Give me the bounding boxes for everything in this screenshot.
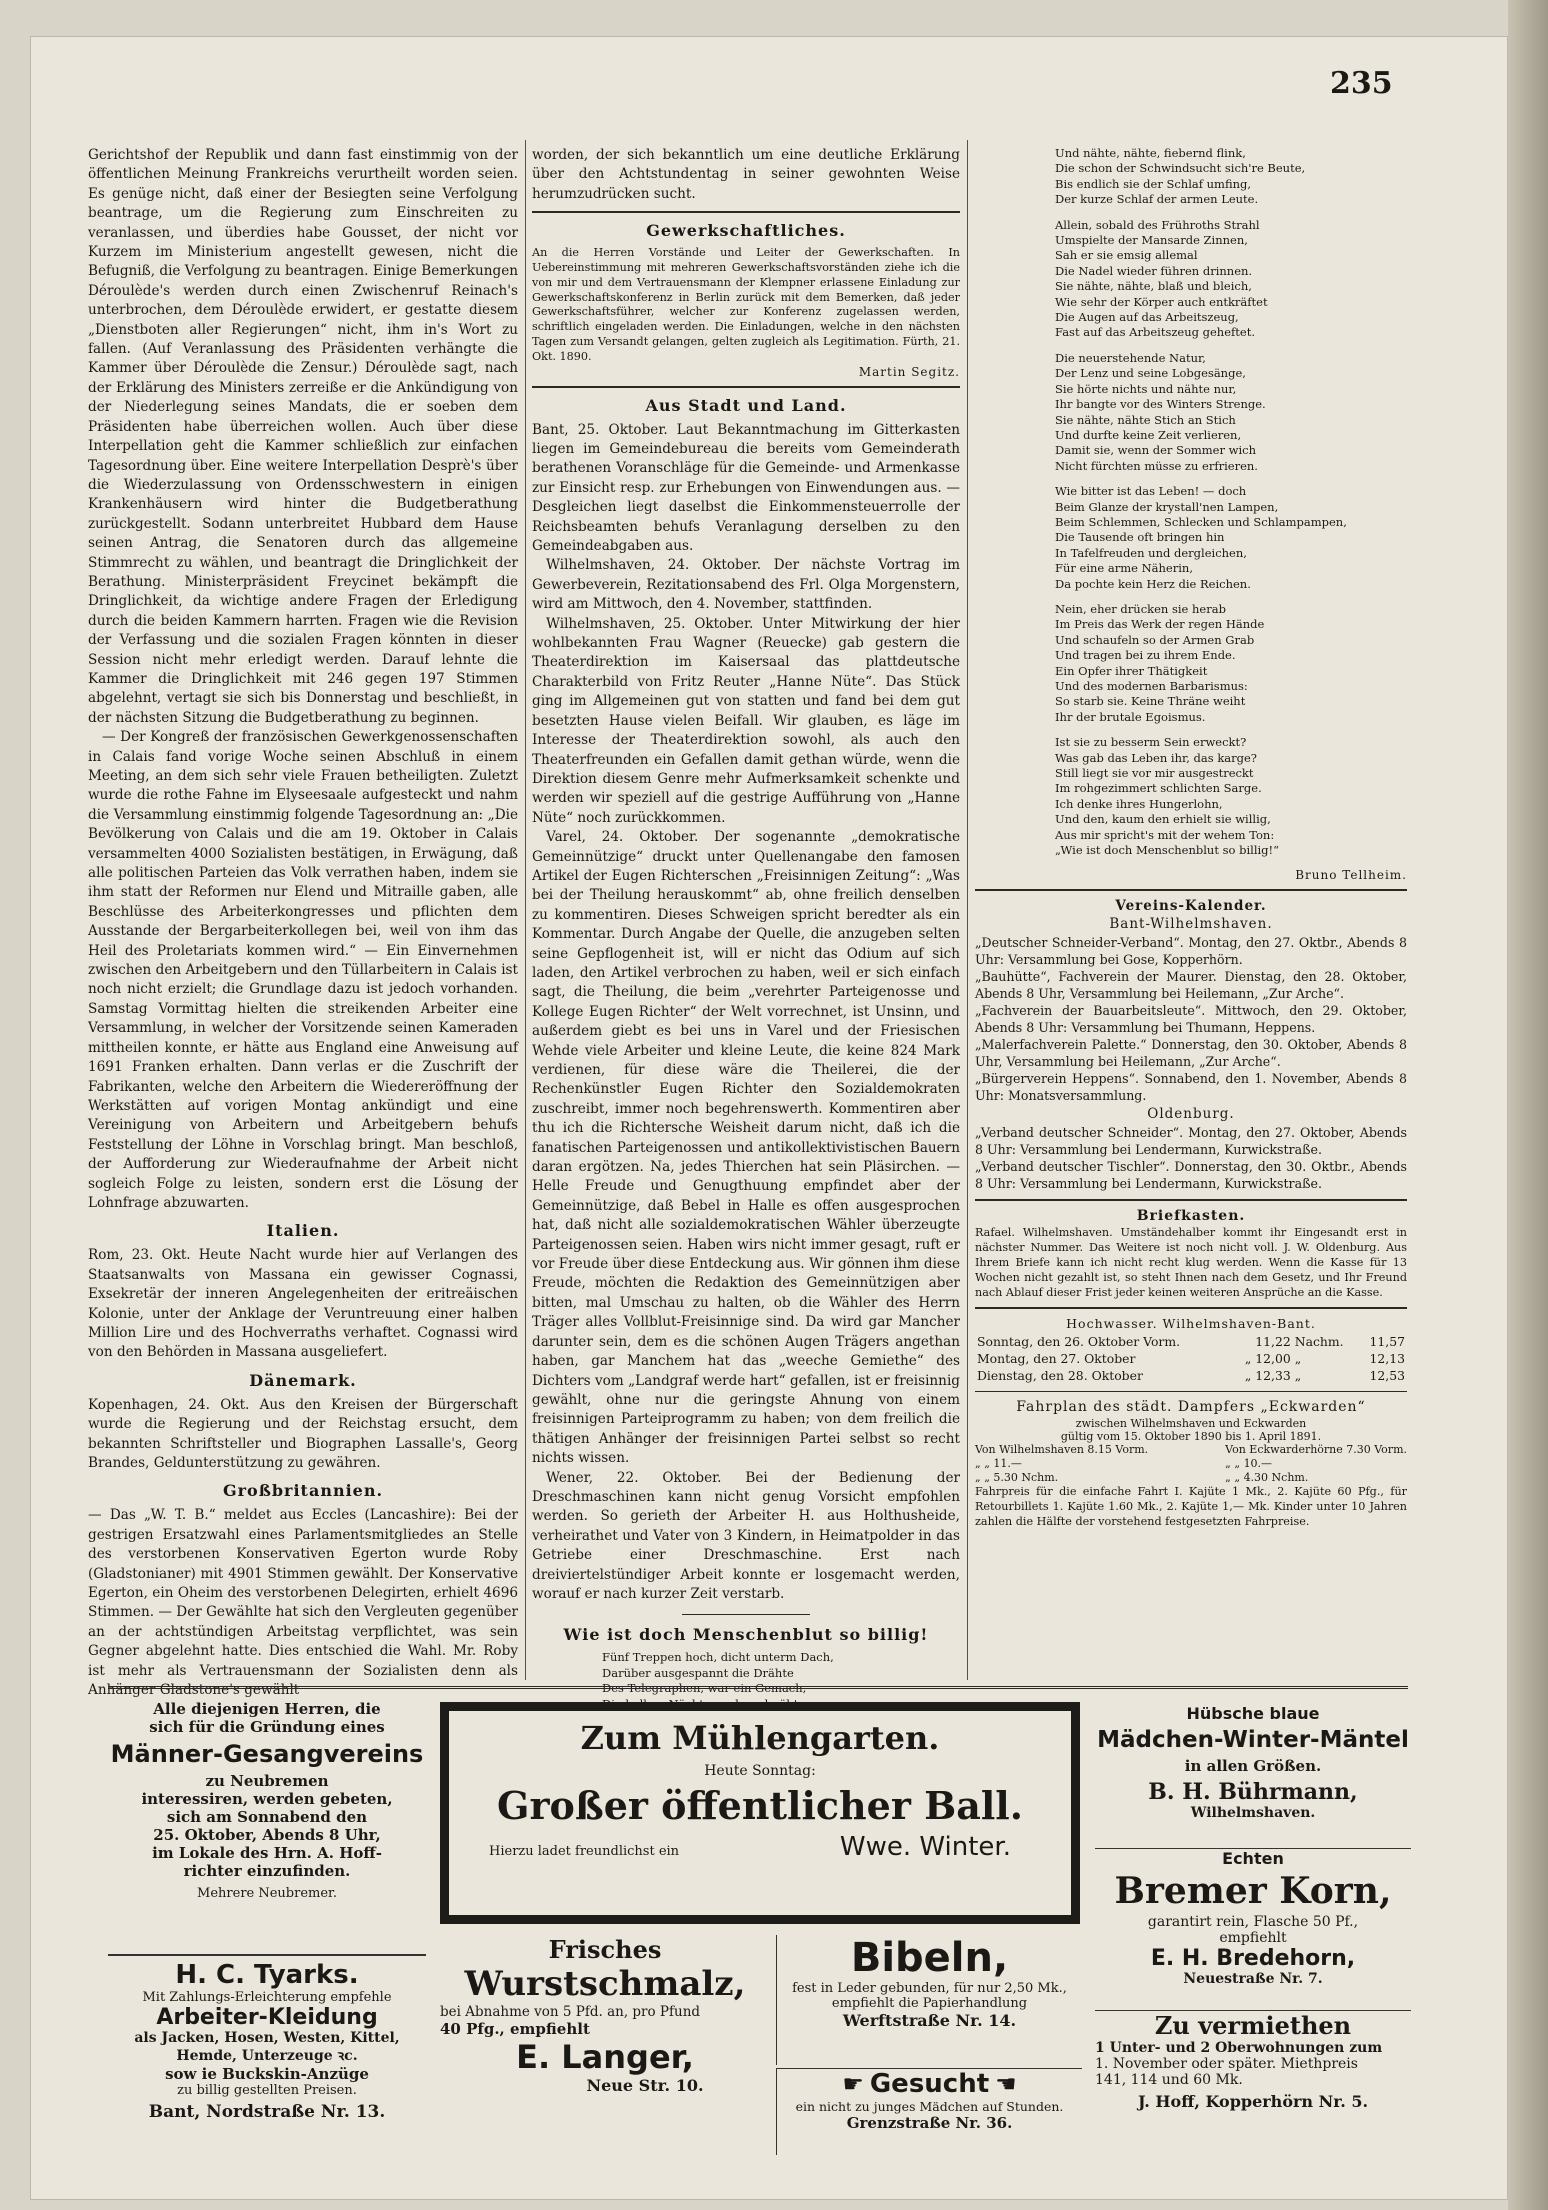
list-item: „Fachverein der Bauarbeitsleute“. Mittwoch, den 29. Oktober, Abends 8 Uhr: Versammlung bei Thumann, Heppens. [975,1003,1407,1036]
ad-line: im Lokale des Hrn. A. Hoff- [152,1844,382,1862]
divider [975,1391,1407,1392]
list-item: „Bürgerverein Heppens“. Sonnabend, den 1. November, Abends 8 Uhr: Monatsversammlung. [975,1071,1407,1104]
poem-line: So starb sie. Keine Thräne weiht [1055,694,1246,709]
page-number: 235 [1330,66,1393,101]
poem-line: Was gab das Leben ihr, das karge? [1055,750,1257,765]
poem-line: In Tafelfreuden und dergleichen, [1055,545,1247,560]
poem-line: Und schaufeln so der Armen Grab [1055,632,1255,647]
poem-line: Für eine arme Näherin, [1055,561,1193,576]
article-paragraph: An die Herren Vorstände und Leiter der Gewerkschaften. In Uebereinstimmung mit mehreren Gewerkschaftsvorständen ziehe ich die von mir und dem Vertrauensmann der Klempner erlassene Einladung zur Gewerkschaftskonferenz in Berlin zurück mit dem Bemerken, daß jeder Gewerkschaftsführer, welcher zur Konferenz zugelassen werden, schriftlich eingeladen werden. Die Einladungen, welche in den nächsten Tagen zum Versandt gelangen, gelten zugleich als Legitimation. Fürth, 21. Okt. 1890. [532,246,960,363]
article-paragraph: worden, der sich bekanntlich um eine deutliche Erklärung über den Achtstundentag in seiner gewohnten Weise herumzudrücken sucht. [532,147,960,202]
poem-stanza [1055,218,1407,341]
calendar-subheading: Bant-Wilhelmshaven. [1109,916,1273,933]
ad-tyarks [108,1954,426,2160]
signature: Martin Segitz. [858,364,960,379]
ad-for-rent [1095,2010,1411,2155]
poem-line: Umspielte der Mansarde Zinnen, [1055,233,1248,248]
ad-name: H. C. Tyarks. [175,1960,359,1990]
ad-line: 1 Unter- und 2 Oberwohnungen zum [1095,2040,1383,2056]
ad-name: B. H. Bührmann, [1148,1779,1358,1805]
ferry-time: Von Eckwarderhörne 7.30 Vorm. [1225,1443,1407,1457]
table-cell: „ [1244,1368,1252,1384]
article-paragraph: — Das „W. T. B.“ meldet aus Eccles (Lancashire): Bei der gestrigen Ersatzwahl eines Parlamentsmitgliedes an Stelle des verstorbenen Konservativen Egerton wurde Roby (Gladstonianer) mit 4901 Stimmen gewählt. Der Konservative Egerton, ein Oheim des verstorbenen Delegirten, erhielt 4696 Stimmen. — Der Gewählte hat sich den Vergleuten gegenüber an der achtstündigen Arbeitstag verpflichtet, was sein Gegner abgelehnt hatte. Dies entschied die Wahl. Mr. Roby ist mehr als Vertrauensmann der Sozialisten denn als Anhänger Gladstone's gewählt [88,1507,518,1699]
poem-line: Da pochte kein Herz die Reichen. [1055,576,1251,591]
table-cell: Sonntag, den 26. Oktober Vorm. [977,1334,1181,1350]
poem-line: Ist sie zu besserm Sein erweckt? [1055,735,1247,750]
poem-line: Die Tausende oft bringen hin [1055,530,1225,545]
ad-line: 25. Oktober, Abends 8 Uhr, [153,1826,381,1844]
section-heading-great-britain: Großbritannien. [222,1481,384,1501]
ad-title: Männer-Gesangvereins [110,1740,424,1768]
section-heading-letterbox: Briefkasten. [1136,1208,1246,1225]
poem-line: Sie nähte, nähte, blaß und bleich, [1055,279,1252,294]
ad-title: Zu vermiethen [1154,2011,1352,2040]
poem-stanza [1055,146,1407,208]
poem-line: Damit sie, wenn der Sommer wich [1055,443,1257,458]
ferry-fare-text: Fahrpreis für die einfache Fahrt I. Kajüte 1 Mk., 2. Kajüte 60 Pfg., für Retourbillets 1. Kajüte 1.60 Mk., 2. Kajüte 1,— Mk. Kinder unter 10 Jahren zahlen die Hälfte der vorstehend festgesetzten Fahrpreise. [975,1485,1407,1529]
poem-line: „Wie ist doch Menschenblut so billig!“ [1055,843,1280,858]
article-paragraph: Varel, 24. Oktober. Der sogenannte „demokratische Gemeinnützige“ druckt unter Quellenangabe den famosen Artikel der Eugen Richterschen „Freisinnigen Zeitung“: „Was bei der Theilung herauskommt“ ab, ohne freilich denselben zu kommentiren. Dieses Schweigen spricht beredter als ein Kommentar. Durch Angabe der Quelle, die anzugeben selten seine Gepflogenheit ist, will er nicht das Odium auf sich laden, den Artikel verbrochen zu haben, weil er sich einfach sagt, die Theilung, die beim „verehrter Parteigenosse und Kollege Eugen Richter“ der Welt vorrechnet, ist Unsinn, und außerdem giebt es bei uns in Varel und der Friesischen Wehde viele Arbeiter und kleine Leute, die keine 824 Mark verdienen, für diese wäre die Theilerei, die der Rechenkünstler Eugen Richter den Sozialdemokraten zuschreibt, immer noch begehrenswerth. Kommentiren aber thu ich die Richtersche Weisheit darum nicht, daß ich die fanatischen Parteigenossen und antikollektivistischen Bauern daran ergötzen. Na, jedes Thierchen hat sein Pläsirchen. — Helle Freude und Genugthuung empfindet aber der Gemeinnützige, daß Bebel in Halle es offen ausgesprochen hat, daß nicht alle sozialdemokratischen Wähler überzeugte Parteigenossen seien. Haben wirs nicht immer gesagt, ruft er vor Freude über diese Entdeckung aus. Wir gönnen ihm diese Freude, möchten die Redaktion des Gemeinnützigen aber bitten, mal Umschau zu halten, ob die Wähler des Herrn Träger alles Vollblut-Freisinnige sind. Da wird gar Mancher darunter sein, dem es die schönen Augen Trägers angethan haben, gar Manchem hat das „weeche Gemiethe“ des Dichters vom „Landgraf werde hart“ gefallen, ist er freisinnig gewählt, ohne nur die geringste Ahnung von einem freisinnigen Parteiprogramm zu haben; von dem freilich die thätigen Anhänger der freisinnigen Partei selbst so recht nichts wissen. [532,829,960,1467]
section-heading-club-calendar: Vereins-Kalender. [1115,898,1267,915]
list-item: „Verband deutscher Tischler“. Donnerstag, den 30. Oktbr., Abends 8 Uhr: Versammlung bei Lendermann, Kurwickstraße. [975,1159,1407,1192]
poem-line: Ein Opfer ihrer Thätigkeit [1055,663,1208,678]
calendar-subheading: Oldenburg. [1147,1106,1235,1123]
ad-line: Hemde, Unterzeuge ꝛc. [176,2048,358,2064]
poem-line: Darüber ausgespannt die Drähte [602,1665,794,1680]
divider [532,386,960,388]
tide-title: Hochwasser. Wilhelmshaven-Bant. [1066,1316,1316,1332]
poem-line: Die Nadel wieder führen drinnen. [1055,263,1253,278]
ad-line: Hierzu ladet freundlichst ein [489,1844,680,1859]
poem-line: Nein, eher drücken sie herab [1055,601,1226,616]
table-cell: „ [1294,1368,1302,1384]
list-item: „Deutscher Schneider-Verband“. Montag, den 27. Oktbr., Abends 8 Uhr: Versammlung bei Gose, Kopperhörn. [975,935,1407,968]
poem-line: Die schon der Schwindsucht sich're Beute, [1055,161,1306,176]
poem-line: Sie hörte nichts und nähte nur, [1055,381,1237,396]
poem-line: Fünf Treppen hoch, dicht unterm Dach, [602,1650,834,1665]
poem-line: Beim Glanze der krystall'nen Lampen, [1055,499,1279,514]
ad-line: empfiehlt [1219,1930,1287,1946]
column-1 [88,146,518,1699]
article-paragraph: Wener, 22. Oktober. Bei der Bedienung der Dreschmaschinen kann nicht genug Vorsicht empfohlen werden. So gerieth der Arbeiter H. aus Holthusheide, verheirathet und Vater von 3 Kindern, in Heimatpolder in das Getriebe einer Dreschmaschine. Erst nach dreiviertelstündiger Arbeit konnte er losgemacht werden, worauf er nach kurzer Zeit verstarb. [532,1469,960,1602]
poem-line: Der kurze Schlaf der armen Leute. [1055,192,1259,207]
ad-title: Zum Mühlengarten. [580,1719,940,1757]
pointing-hand-icon: ☛ [842,2070,864,2098]
ad-title: Wurstschmalz, [464,1964,746,2004]
calendar-list [975,934,1407,1104]
ad-title: Arbeiter-Kleidung [156,2005,378,2030]
ad-line: Wilhelmshaven. [1190,1805,1316,1821]
poem-line: Aus mir spricht's mit der wehem Ton: [1055,827,1275,842]
table-cell: Nachm. [1294,1334,1344,1350]
poem-line: Im rohgezimmert schlichten Sarge. [1055,781,1262,796]
poem-line: Ich denke ihres Hungerlohn, [1055,796,1223,811]
poem-line: Und nähte, nähte, fiebernd flink, [1055,146,1246,160]
ad-signature: Mehrere Neubremer. [197,1886,337,1901]
poem-line: Die Augen auf das Arbeitszeug, [1055,310,1239,325]
poem-line: Sie nähte, nähte Stich an Stich [1055,412,1236,427]
ad-line: garantirt rein, Flasche 50 Pf., [1147,1914,1359,1930]
poem-line: Ihr bangte vor des Winters Strenge. [1055,397,1266,412]
ad-line: zu Neubremen [205,1772,329,1790]
poem-line: Bis endlich sie der Schlaf umfing, [1055,176,1252,191]
table-cell: Dienstag, den 28. Oktober [977,1368,1143,1384]
section-heading-city: Aus Stadt und Land. [645,395,847,415]
ad-line: Alle diejenigen Herren, die [153,1700,381,1718]
table-cell: 11,22 [1255,1334,1291,1350]
ad-title: Gesucht [869,2069,990,2099]
ad-line: Hübsche blaue [1186,1704,1320,1723]
ad-line: Neuestraße Nr. 7. [1183,1971,1323,1987]
book-edge [1508,0,1548,2210]
ferry-subtitle: zwischen Wilhelmshaven und Eckwarden [1075,1417,1307,1431]
ad-address: Bant, Nordstraße Nr. 13. [148,2102,386,2122]
ferry-title: Fahrplan des städt. Dampfers „Eckwarden“ [1016,1399,1366,1416]
poem-line: Und durfte keine Zeit verlieren, [1055,427,1242,442]
ad-name: E. H. Bredehorn, [1150,1946,1356,1971]
ad-name: J. Hoff, Kopperhörn Nr. 5. [1137,2092,1369,2111]
article-paragraph: Wilhelmshaven, 25. Oktober. Unter Mitwirkung der hier wohlbekannten Frau Wagner (Reuecke) gab gestern die Theaterdirektion im Kaisersaal das plattdeutsche Charakterbild von Fritz Reuter „Hanne Nüte“. Das Stück ging im Allgemeinen gut von statten und fand bei dem gut besetzten Hause vielen Beifall. Wir glauben, es läge im Interesse der Theaterdirektion sowohl, als auch den Theaterfreunden ein Gefallen damit gethan würde, wenn die Direktion diesem Genre mehr Aufmerksamkeit schenkte und werden wir speziell auf die gestrige Aufführung von „Hanne Nüte“ noch zurückkommen. [532,615,960,826]
column-rule [525,140,526,1680]
pointing-hand-icon: ☚ [995,2070,1017,2098]
ferry-time: „ „ 10.— [1225,1457,1273,1471]
ad-line: Heute Sonntag: [704,1763,816,1779]
ad-address: Grenzstraße Nr. 36. [846,2114,1013,2132]
poem-line: Wie sehr der Körper auch entkräftet [1055,294,1268,309]
poem-author: Bruno Tellheim. [1295,868,1407,883]
ad-name: E. Langer, [516,2038,694,2076]
poem-stanza [1055,351,1407,474]
tide-table [975,1333,1407,1384]
ad-line: sich für die Gründung eines [149,1718,385,1736]
poem-line: Still liegt sie vor mir ausgestreckt [1055,766,1254,781]
poem-line: Sah er sie emsig allemal [1055,248,1198,263]
poem-line: Und tragen bei zu ihrem Ende. [1055,648,1236,663]
table-cell: Montag, den 27. Oktober [977,1351,1136,1367]
ad-line: 1. November oder später. Miethpreis [1095,2056,1358,2072]
ad-line: Frisches [548,1935,662,1964]
ferry-time: „ „ 4.30 Nchm. [1225,1471,1309,1485]
poem-line: Die halben Nächte noch und nähte, [602,1696,809,1711]
table-cell: „ [1244,1351,1252,1367]
table-row [975,1333,1407,1350]
article-paragraph: Rom, 23. Okt. Heute Nacht wurde hier auf Verlangen des Staatsanwalts von Massana ein gewisser Cognassi, Exsekretär der inneren Angelegenheiten der eritreäischen Kolonie, unter der Anklage der Veruntreuung einer halben Million Lire und des Hochverraths verhaftet. Cognassi wird von den Behörden in Massana ausgeliefert. [88,1247,518,1361]
ad-title: Bibeln, [850,1935,1009,1981]
ferry-time: Von Wilhelmshaven 8.15 Vorm. [975,1443,1149,1457]
ad-address: Werftstraße Nr. 14. [842,2011,1017,2030]
list-item: „Bauhütte“, Fachverein der Maurer. Dienstag, den 28. Oktober, Abends 8 Uhr, Versammlung bei Heilemann, „Zur Arche“. [975,969,1407,1002]
table-cell: „ [1294,1351,1302,1367]
article-paragraph: Wilhelmshaven, 24. Oktober. Der nächste Vortrag im Gewerbeverein, Rezitationsabend des Frl. Olga Morgenstern, wird am Mittwoch, den 4. November, stattfinden. [532,557,960,613]
poem-stanza [1055,735,1407,858]
ad-line: sow ie Buckskin-Anzüge [165,2065,369,2083]
ad-address: Neue Str. 10. [586,2076,704,2095]
table-cell: 12,00 [1255,1351,1291,1367]
divider [532,211,960,213]
column-2 [532,146,960,1711]
ad-coats [1095,1704,1411,1844]
ad-line: 40 Pfg., empfiehlt [440,2020,590,2038]
poem-line: Nicht fürchten müsse zu erfrieren. [1055,458,1258,473]
ad-korn [1095,1848,1411,2005]
ad-line: als Jacken, Hosen, Westen, Kittel, [134,2030,400,2046]
ferry-schedule [975,1443,1407,1485]
article-paragraph: Bant, 25. Oktober. Laut Bekanntmachung im Gitterkasten liegen im Gemeindebureau die bereits vom Gemeinderath berathenen Voranschläge für die Gemeinde- und Armenkasse zur Einsicht resp. zur Erhebungen von Einwendungen aus. — Desgleichen liegt daselbst die Einkommensteuerrolle der Reichsbeamten behufs Veranlagung derselben zu den Gemeindeabgaben aus. [532,421,960,555]
column-rule [967,140,968,1680]
table-cell: 11,57 [1369,1334,1405,1350]
poem-title: Wie ist doch Menschenblut so billig! [563,1625,929,1645]
ad-choir [108,1700,426,1950]
poem-line: Fast auf das Arbeitszeug geheftet. [1055,325,1255,340]
ferry-subtitle: gültig vom 15. Oktober 1890 bis 1. April 1891. [1060,1430,1322,1444]
article-paragraph: — Der Kongreß der französischen Gewerkgenossenschaften in Calais fand vorige Woche seinen Abschluß in einem Meeting, an dem sich sehr viele Frauen betheiligten. Zuletzt wurde die rothe Fahne im Elyseesaale aufgesteckt und nahm die Versammlung einstimmig folgende Tagesordnung an: „Die Bevölkerung von Calais und die am 19. Oktober in Calais versammelten 4000 Sozialisten bestätigen, in Erwägung, daß alle politischen Parteien das Volk verrathen haben, indem sie ihm statt der Reformen nur Elend und Mitraille gaben, alle Beschlüsse des Arbeiterkongresses und pflichten dem Ausstande der Bergarbeiterkollegen bei, weil von ihm das Heil des Proletariats kommen wird.“ — Ein Einvernehmen zwischen den Arbeitgebern und den Tüllarbeitern in Calais ist noch nicht erzielt; die Grundlage dazu ist jedoch vorhanden. Samstag Vormittag hielten die streikenden Arbeiter eine Versammlung, in welcher der Vorsitzende seinen Kameraden mittheilen konnte, er hätte aus England eine Anweisung auf 1691 Franken erhalten. Dann verlas er die Zuschrift der Fabrikanten, welche den Arbeitern die Wiedereröffnung der Werkstätten auf vorigen Montag ankündigt und eine Vereinigung von Arbeitern und Arbeitgebern behufs Feststellung der Löhne in Vorschlag bringt. Man beschloß, der Aufforderung zur Wiederaufnahme der Arbeit nicht sogleich Folge zu leisten, sondern erst die Lösung der Lohnfrage abzuwarten. [88,729,518,1211]
table-cell: 12,33 [1255,1368,1291,1384]
ad-line: bei Abnahme von 5 Pfd. an, pro Pfund [440,2004,701,2020]
ad-line: Echten [1222,1849,1284,1868]
ad-line: fest in Leder gebunden, für nur 2,50 Mk., [792,1981,1067,1996]
table-row [975,1367,1407,1384]
list-item: „Verband deutscher Schneider“. Montag, den 27. Oktober, Abends 8 Uhr: Versammlung bei Lendermann, Kurwickstraße. [975,1125,1407,1158]
ferry-time: „ „ 11.— [975,1457,1022,1471]
ads-divider [108,1686,1408,1693]
poem-stanza [1055,484,1407,592]
ad-bibles [776,1935,1082,2065]
poem-line: Allein, sobald des Frühroths Strahl [1055,217,1260,232]
article-paragraph: Gerichtshof der Republik und dann fast einstimmig von der öffentlichen Meinung Frankreichs verurtheilt worden seien. Es genüge nicht, daß einer der Besiegten seine Verfolgung beantrage, um die Regierung zum Einschreiten zu veranlassen, und überdies habe Gousset, der nicht vor Kurzem im Ministerium angestellt gewesen, nicht die Befugniß, die Verfolgung zu beantragen. Einige Bemerkungen Déroulède's werden durch einen Zwischenruf Reinach's unterbrochen, dem Déroulède erwidert, er gestatte diesem „Dienstboten aller Regierungen“ nicht, ihm in's Wort zu fallen. (Auf Veranlassung des Präsidenten verhängte die Kammer über Déroulède die Zensur.) Déroulède sagt, nach der Erklärung des Ministers zerreiße er die Ankündigung von der Niederlegung seines Mandats, die er soeben dem Präsidenten habe überreichen wollen. Auch über diese Interpellation geht die Kammer schließlich zur einfachen Tagesordnung über. Eine weitere Interpellation Desprè's über die Wiederzulassung von Ordensschwestern in einigen Krankenhäusern wird hinter die Budgetberathung zurückgestellt. Sodann unterbreitet Hubbard dem Hause seinen Antrag, die Senatoren durch das allgemeine Stimmrecht zu wählen, und beantragt die Dringlichkeit der Berathung. Ministerpräsident Freycinet bekämpft die Dringlichkeit, da wichtige andere Fragen der Erledigung durch die beiden Kammern harrten. Fragen wie die Revision der Verfassung und die sozialen Fragen könnten in dieser Session nicht mehr erledigt werden. Darauf lehnte die Kammer die Dringlichkeit mit 246 gegen 197 Stimmen abgelehnt, vertagt sie sich bis Donnerstag und beschließt, in der nächsten Sitzung die Budgetberathung zu beginnen. [88,147,518,726]
table-cell: 12,13 [1369,1351,1405,1367]
divider [975,1307,1407,1309]
divider [975,1199,1407,1201]
divider [975,889,1407,891]
ad-line: sich am Sonnabend den [166,1808,368,1826]
section-heading-unions: Gewerkschaftliches. [646,221,846,241]
ad-line: interessiren, werden gebeten, [141,1790,393,1808]
poem-continued [975,146,1407,858]
poem-line: Und den, kaum den erhielt sie willig, [1055,812,1271,827]
divider [682,1614,810,1615]
ad-title: Mädchen-Winter-Mäntel [1097,1727,1409,1753]
ad-title: Bremer Korn, [1114,1870,1392,1912]
poem-line: Des Telegraphen, war ein Gemach, [602,1681,807,1696]
section-heading-denmark: Dänemark. [249,1370,357,1390]
ad-line: ein nicht zu junges Mädchen auf Stunden. [795,2099,1064,2114]
ad-host: Wwe. Winter. [839,1832,1011,1862]
column-3 [975,146,1407,1676]
ad-line: richter einzufinden. [183,1862,351,1880]
ad-line: 141, 114 und 60 Mk. [1095,2072,1243,2088]
article-paragraph: Kopenhagen, 24. Okt. Aus den Kreisen der Bürgerschaft wurde die Regierung und der Reichstag ersucht, dem bekannten Schriftsteller und Biographen Lassalle's, Georg Brandes, Geldunterstützung zu gewähren. [88,1396,518,1471]
ad-wurstschmalz [440,1935,770,2155]
poem-line: Ihr der brutale Egoismus. [1055,709,1206,724]
ad-line: empfiehlt die Papierhandlung [831,1996,1028,2011]
list-item: „Malerfachverein Palette.“ Donnerstag, den 30. Oktober, Abends 8 Uhr, Versammlung bei Heilemann, „Zur Arche“. [975,1037,1407,1070]
table-row [975,1350,1407,1367]
poem-line: Die neuerstehende Natur, [1055,350,1206,365]
ad-line: zu billig gestellten Preisen. [177,2083,357,2098]
poem-line: Und des modernen Barbarismus: [1055,679,1248,693]
calendar-list [975,1124,1407,1192]
poem-line: Wie bitter ist das Leben! — doch [1055,484,1247,499]
section-heading-italy: Italien. [266,1221,340,1241]
letterbox-text: Rafael. Wilhelmshaven. Umständehalber kommt ihr Eingesandt erst in nächster Nummer. Das Weitere ist noch nicht voll. J. W. Oldenburg. Aus Ihrem Briefe kann ich nicht recht klug werden. Wenn die Kasse für 13 Wochen nicht gezahlt ist, so steht Ihnen nach dem Gesetz, und Ihr Freund nach Ablauf dieser Frist jeder keinen weiteren Ansprüche an die Kasse. [975,1226,1407,1299]
poem-line: Beim Schlemmen, Schlecken und Schlampampen, [1055,514,1347,529]
ad-line: Mit Zahlungs-Erleichterung empfehle [142,1990,392,2005]
table-cell: 12,53 [1369,1368,1405,1384]
ad-wanted [776,2068,1082,2155]
poem-stanza [1055,602,1407,725]
ad-line: in allen Größen. [1184,1757,1322,1775]
ferry-time: „ „ 5.30 Nchm. [975,1471,1059,1485]
poem-line: Im Preis das Werk der regen Hände [1055,617,1265,632]
ad-muehlengarten [440,1702,1080,1924]
ad-headline: Großer öffentlicher Ball. [497,1783,1023,1828]
poem-line: Der Lenz und seine Lobgesänge, [1055,366,1246,381]
